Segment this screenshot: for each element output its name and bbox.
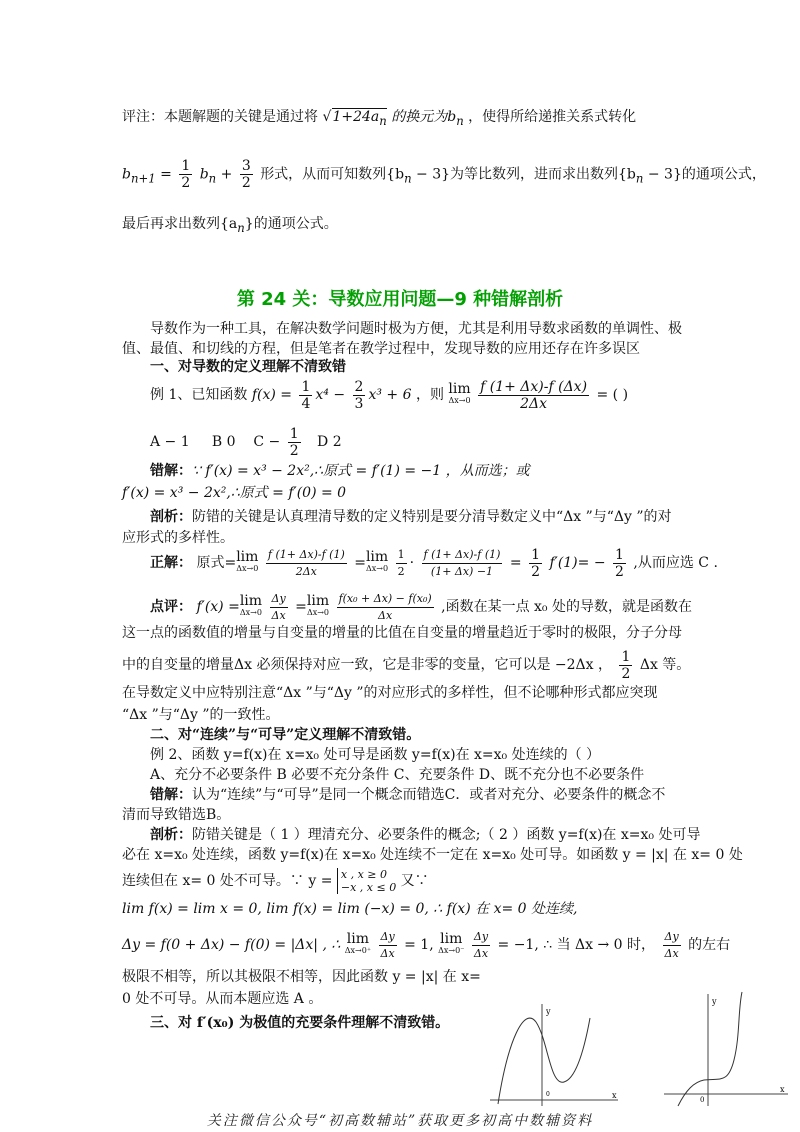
y-label: y xyxy=(712,997,717,1006)
comment-line-4: 在导数定义中应特别注意“Δx ”与“Δy ”的对应形式的多样性，但不论哪种形式都应突现 xyxy=(122,685,658,701)
analysis-2b: 必在 x=x₀ 处连续，函数 y=f(x)在 x=x₀ 处连续不一定在 x=x₀ 处可导。如函数 y = |x| 在 x= 0 处 xyxy=(122,847,743,863)
intro-line-3: 最后再求出数列$\{a_n\}$的通项公式。 xyxy=(122,216,338,235)
x-label: x xyxy=(612,1091,617,1100)
comment-line-3: 中的自变量的增量Δx 必须保持对应一致，它是非零的变量，它可以是 −2Δx ， $\frac{1}{2}$ Δx 等。 xyxy=(122,648,691,682)
analysis-1: 剖析：防错的关键是认真理清导数的定义特别是要分清导数定义中“Δx ”与“Δy ”的对 xyxy=(150,509,672,525)
analysis-2: 剖析：防错关键是（ 1 ）理清充分、必要条件的概念;（ 2 ）函数 y=f(x)在 x=x₀ 处可导 xyxy=(150,827,701,843)
analysis-2c: 连续但在 x= 0 处不可导。∵ y = x , x ≥ 0 −x , x ≤ 0 又∵ xyxy=(122,868,429,894)
analysis-2g: 0 处不可导。从而本题应选 A 。 xyxy=(122,991,323,1007)
wrong-solution-1b: f′(x) = x³ − 2x²,∴原式 = f′(0) = 0 xyxy=(122,485,347,501)
sqrt-expression: √ $1+24a_n$ xyxy=(322,109,387,128)
graph-cubic-inflection xyxy=(664,990,790,1108)
example-1-choices: A − 1 B 0 C − $\frac{1}{2}$ D 2 xyxy=(150,425,342,459)
example-1: 例 1、已知函数 f(x) = $\frac{1}{4}$ x⁴ − $\frac{2}{3}$ x³ + 6 ，则 lim Δx→0 $\frac{f (1+ \Delta x)-f (\Delta x)}{2\Delta x}$ = ( ) xyxy=(150,378,629,412)
comment-line-5: “Δx ”与“Δy ”的一致性。 xyxy=(122,707,280,723)
section-title: 第 24 关：导数应用问题—9 种错解剖析 xyxy=(236,289,564,310)
para1-line-2: 值、最值、和切线的方程，但是笔者在教学过程中，发现导数的应用还存在许多误区 xyxy=(122,341,640,357)
section-heading-3: 三、对 f′(x₀) 为极值的充要条件理解不清致错。 xyxy=(150,1015,450,1031)
origin-label: 0 xyxy=(546,1091,550,1098)
section-heading-2: 二、对“连续”与“可导”定义理解不清致错。 xyxy=(150,727,421,743)
curve xyxy=(678,992,742,1106)
intro-line-1: 评注：本题解题的关键是通过将 √ $1+24a_n$ 的换元为$b_n$ ，使得所给递推关系式转化 xyxy=(122,109,637,128)
analysis-2e: Δy = f(0 + Δx) − f(0) = |Δx| , ∴ lim Δx→0⁺ $\frac{\Delta y}{\Delta x}$ = 1, lim Δx→0⁻ $\frac{\Delta y}{\Delta x}$ = −1, ∴ 当 Δx → 0 时， $\frac{\Delta y}{\Delta x}$ 的左右 xyxy=(122,929,731,960)
section-heading-1: 一、对导数的定义理解不清致错 xyxy=(150,359,346,375)
origin-label: 0 xyxy=(700,1096,705,1104)
example-2: 例 2、函数 y=f(x)在 x=x₀ 处可导是函数 y=f(x)在 x=x₀ 处连续的（ ） xyxy=(150,747,601,763)
analysis-1b: 应形式的多样性。 xyxy=(122,530,234,546)
comment: 点评： f′(x) =lim Δx→0 $\frac{\Delta y}{\Delta x}$ =lim Δx→0 $\frac{\text{f(x₀ + Δx) − f(x₀)}}{\Delta x}$ ,函数在某一点 x₀ 处的导数，就是函数在 xyxy=(150,591,692,622)
intro-line-2: $b_{n+1}$ = $\frac{1}{2}$ $b_n$ + $\frac{3}{2}$ 形式，从而可知数列$\{b_n - 3\}$为等比数列，进而求出数列$\{b_n - 3\}$的通项公式， xyxy=(122,158,766,191)
graph-cubic-local-extrema xyxy=(490,1000,620,1108)
wrong-solution-2: 错解：认为“连续”与“可导”是同一个概念而错选C．或者对充分、必要条件的概念不 xyxy=(150,787,666,803)
analysis-2f: 极限不相等，所以其极限不相等，因此函数 y = |x| 在 x= xyxy=(122,969,481,985)
correct-solution: 正解： 原式=lim Δx→0 $\frac{f (1+ \Delta x)-f (1)}{2\Delta x}$ =lim Δx→0 $\frac{1}{2}$ · $\frac{f (1+ \Delta x)-f (1)}{(1+ \Delta x) -1}$ = $\frac{1}{2}$ f′(1)= − $\frac{1}{2}$ ,从而应选 C . xyxy=(150,546,718,580)
x-label: x xyxy=(780,1085,785,1094)
curve xyxy=(498,1018,590,1104)
para1-line-1: 导数作为一种工具，在解决数学问题时极为方便，尤其是利用导数求函数的单调性、极 xyxy=(150,321,682,337)
wrong-solution-2b: 清而导致错选B。 xyxy=(122,807,231,823)
wrong-solution-1: 错解：∵ f′(x) = x³ − 2x²,∴原式 = f′(1) = −1 ，从而选；或 xyxy=(150,463,530,479)
footer-note: 关注微信公众号“初高数辅站”获取更多初高中数辅资料 xyxy=(206,1113,594,1129)
comment-line-2: 这一点的函数值的增量与自变量的增量的比值在自变量的增量趋近于零时的极限，分子分母 xyxy=(122,625,682,641)
analysis-2d: lim f(x) = lim x = 0, lim f(x) = lim (−x) = 0, ∴ f(x) 在 x= 0 处连续, xyxy=(122,901,578,917)
example-2-choices: A、充分不必要条件 B 必要不充分条件 C、充要条件 D、既不充分也不必要条件 xyxy=(150,767,645,783)
y-label: y xyxy=(546,1007,551,1016)
